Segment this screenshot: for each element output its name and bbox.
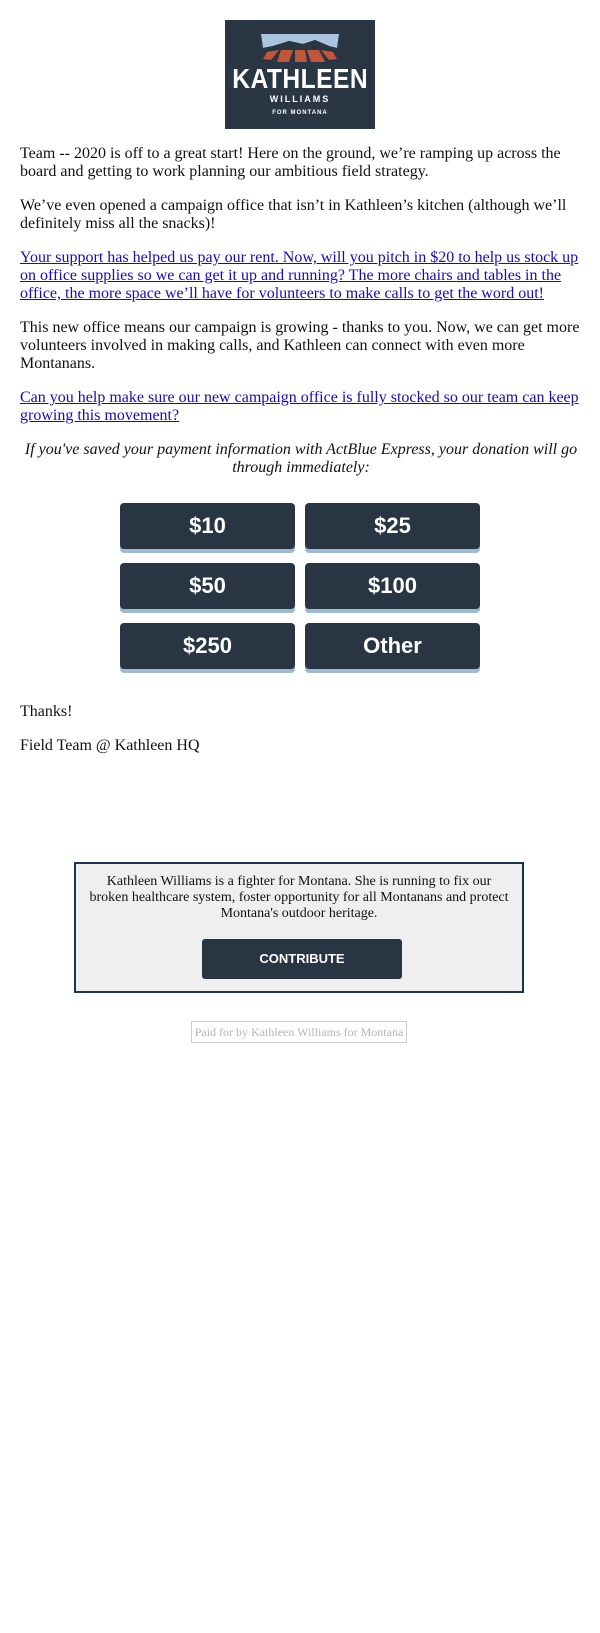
footer-blurb: Kathleen Williams is a fighter for Montana. She is running to fix our broken healthcare system, foster opportunity for all Montanans and protect Montana's outdoor heritage. bbox=[89, 874, 509, 921]
stock-link-paragraph bbox=[20, 389, 582, 425]
campaign-logo bbox=[225, 20, 375, 129]
donate-10-button[interactable]: $10 bbox=[120, 503, 295, 549]
donate-250-button[interactable]: $250 bbox=[120, 623, 295, 669]
signature-text: Field Team @ Kathleen HQ bbox=[20, 737, 200, 754]
intro-paragraph: Team -- 2020 is off to a great start! Here on the ground, we’re ramping up across the board and getting to work planning our ambitious field strategy. bbox=[20, 145, 561, 180]
donate-25-button[interactable]: $25 bbox=[305, 503, 480, 549]
office-paragraph: We’ve even opened a campaign office that isn’t in Kathleen’s kitchen (although we’ll definitely miss all the snacks)! bbox=[20, 197, 567, 232]
stock-office-link[interactable]: Can you help make sure our new campaign office is fully stocked so our team can keep growing this movement? bbox=[20, 389, 579, 424]
mountain-logo-icon bbox=[259, 32, 341, 62]
donate-50-button[interactable]: $50 bbox=[120, 563, 295, 609]
contribute-button[interactable]: CONTRIBUTE bbox=[202, 939, 402, 979]
paid-for-disclaimer: Paid for by Kathleen Williams for Montana bbox=[191, 1021, 407, 1043]
support-donate-link[interactable]: Your support has helped us pay our rent. Now, will you pitch in $20 to help us stock up on office supplies so we can get it up and running? The more chairs and tables in the office, the more space we’ll have for volunteers to make calls to get the word out! bbox=[20, 249, 579, 302]
logo-tagline: FOR MONTANA bbox=[272, 110, 328, 116]
growth-paragraph: This new office means our campaign is growing - thanks to you. Now, we can get more volunteers involved in making calls, and Kathleen can connect with even more Montanans. bbox=[20, 319, 580, 372]
support-link-paragraph bbox=[20, 249, 582, 303]
thanks-text: Thanks! bbox=[20, 703, 73, 720]
logo-name: KATHLEEN bbox=[232, 63, 368, 94]
donate-100-button[interactable]: $100 bbox=[305, 563, 480, 609]
footer-contribute-box bbox=[74, 862, 524, 993]
logo-subtitle: WILLIAMS bbox=[269, 94, 331, 104]
donate-other-button[interactable]: Other bbox=[305, 623, 480, 669]
actblue-express-note: If you've saved your payment information with ActBlue Express, your donation will go through immediately: bbox=[24, 441, 578, 476]
